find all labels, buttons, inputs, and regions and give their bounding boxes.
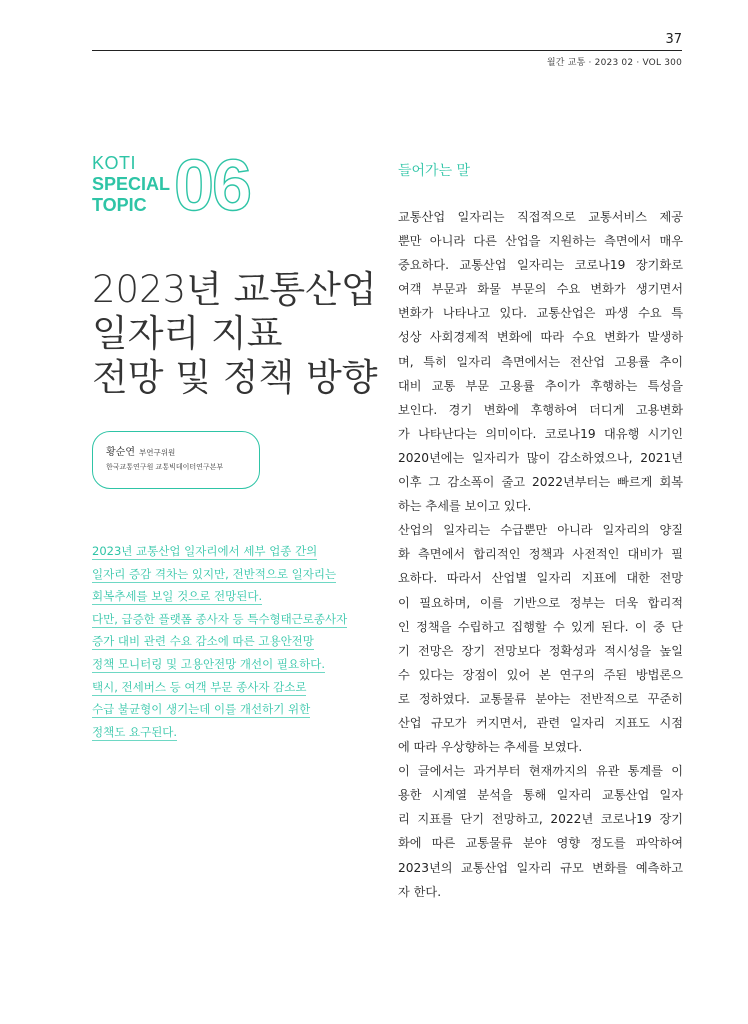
page-title	[92, 268, 392, 400]
summary-line	[92, 721, 377, 744]
author-name: 황순연	[106, 447, 135, 458]
body-line: 여객 부문과 화물 부문의 수요 변화가 생기면서	[398, 282, 683, 297]
section-heading: 들어가는 말	[398, 163, 471, 179]
running-header: 월간 교통 · 2023 02 · VOL 300	[546, 58, 682, 68]
body-line: 이후 그 감소폭이 줄고 2022년부터는 빠르게 회복	[398, 475, 683, 490]
body-line: 이 글에서는 과거부터 현재까지의 유관 통계를 이	[398, 764, 683, 779]
body-line: 화에 따른 교통물류 분야 영향 정도를 파악하여	[398, 836, 683, 851]
body-line: 자 한다.	[398, 884, 442, 899]
summary-line-text: 수급 불균형이 생기는데 이를 개선하기 위한	[92, 702, 311, 717]
summary	[92, 540, 377, 743]
body-line: 이 필요하며, 이를 기반으로 정부는 더욱 합리적	[398, 595, 683, 610]
body-line: 인 정책을 수립하고 집행할 수 있게 된다. 이 중 단	[398, 619, 683, 634]
summary-line	[92, 540, 377, 563]
title-line1: 2023년 교통산업	[92, 268, 377, 311]
body-line: 수 있다는 장점이 있어 본 연구의 주된 방법론으	[398, 667, 683, 682]
body-text	[398, 205, 683, 904]
summary-line	[92, 653, 377, 676]
summary-line-text: 정책 모니터링 및 고용안전망 개선이 필요하다.	[92, 656, 326, 671]
title-line2: 일자리 지표	[92, 312, 283, 355]
body-line: 화 측면에서 합리적인 정책과 사전적인 대비가 필	[398, 547, 683, 562]
body-line: 성상 사회경제적 변화에 따라 수요 변화가 발생하	[398, 330, 683, 345]
summary-line	[92, 585, 377, 608]
summary-line-text: 회복추세를 보일 것으로 전망된다.	[92, 589, 263, 604]
summary-line-text: 정책도 요구된다.	[92, 724, 178, 739]
body-line: 가 나타난다는 의미이다. 코로나19 대유행 시기인	[398, 426, 683, 441]
summary-line-text: 다만, 급증한 플랫폼 종사자 등 특수형태근로종사자	[92, 611, 348, 626]
body-line: 기 전망은 장기 전망보다 정확성과 적시성을 높일	[398, 643, 683, 658]
body-line: 변화가 나타나고 있다. 교통산업은 파생 수요 특	[398, 306, 683, 321]
summary-line-text: 증가 대비 관련 수요 감소에 따른 고용안전망	[92, 634, 314, 649]
body-line: 하는 추세를 보이고 있다.	[398, 499, 532, 514]
summary-line-text: 2023년 교통산업 일자리에서 세부 업종 간의	[92, 544, 318, 558]
summary-line	[92, 630, 377, 653]
body-line: 에 따라 우상향하는 추세를 보였다.	[398, 740, 583, 755]
summary-line-text: 일자리 증감 격차는 있지만, 전반적으로 일자리는	[92, 566, 337, 581]
summary-line	[92, 676, 377, 699]
author-affiliation: 한국교통연구원 교통빅데이터연구본부	[106, 463, 224, 471]
topic-label-line2: SPECIAL	[92, 174, 171, 194]
summary-line	[92, 563, 377, 586]
page-number: 37	[665, 32, 682, 47]
body-line: 2020년에는 일자리가 많이 감소하였으나, 2021년	[398, 450, 683, 465]
summary-line	[92, 608, 377, 631]
body-line: 뿐만 아니라 다른 산업을 지원하는 측면에서 매우	[398, 234, 683, 249]
body-line: 용한 시계열 분석을 통해 일자리 교통산업 일자	[398, 788, 683, 803]
body-line: 요하다. 따라서 산업별 일자리 지표에 대한 전망	[398, 571, 683, 586]
topic-number-text: 06	[174, 146, 251, 218]
body-line: 리 지표를 단기 전망하고, 2022년 코로나19 장기	[398, 812, 683, 827]
body-line: 2023년의 교통산업 일자리 규모 변화를 예측하고	[398, 860, 683, 875]
topic-label-line1: KOTI	[92, 153, 137, 173]
topic-label	[92, 153, 170, 216]
topic-number	[172, 146, 262, 218]
author-line	[106, 443, 259, 458]
body-line: 대비 교통 부문 고용률 추이가 후행하는 특성을	[398, 378, 683, 393]
author-box	[92, 431, 260, 489]
summary-line-text: 택시, 전세버스 등 여객 부문 종사자 감소로	[92, 679, 307, 694]
body-line: 중요하다. 교통산업 일자리는 코로나19 장기화로	[398, 258, 683, 273]
body-line: 교통산업 일자리는 직접적으로 교통서비스 제공	[398, 210, 683, 224]
summary-line	[92, 698, 377, 721]
title-line3: 전망 및 정책 방향	[92, 356, 378, 399]
header-rule	[92, 50, 682, 51]
body-line: 며, 특히 일자리 측면에서는 전산업 고용률 추이	[398, 354, 683, 369]
body-line: 산업의 일자리는 수급뿐만 아니라 일자리의 양질	[398, 523, 683, 538]
body-line: 보인다. 경기 변화에 후행하여 더디게 고용변화	[398, 402, 683, 417]
author-role: 부연구위원	[138, 448, 176, 457]
body-line: 로 정하였다. 교통물류 분야는 전반적으로 꾸준히	[398, 691, 683, 706]
topic-label-line3: TOPIC	[92, 195, 147, 215]
body-line: 산업 규모가 커지면서, 관련 일자리 지표도 시점	[398, 715, 683, 730]
